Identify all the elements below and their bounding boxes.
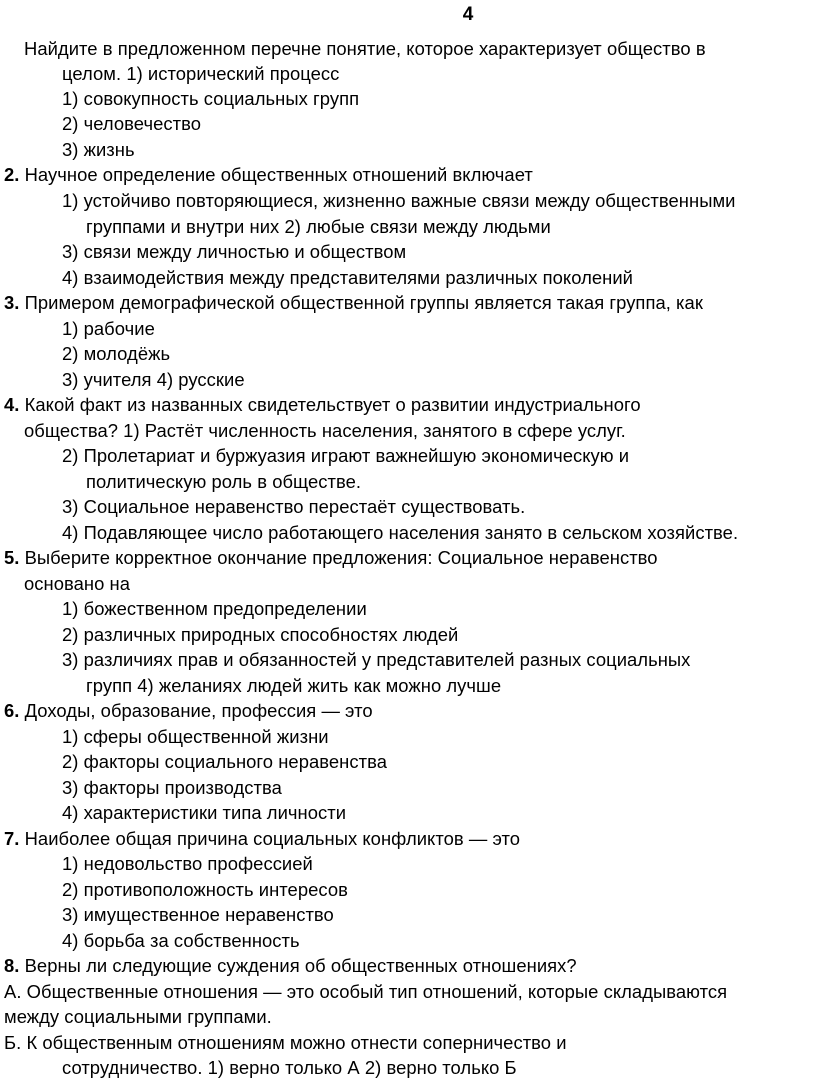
line-text: целом. 1) исторический процесс [62, 63, 340, 84]
line-text: 3) связи между личностью и обществом [62, 241, 407, 262]
line-text: группами и внутри них 2) любые связи между людьми [86, 216, 551, 237]
line-text: Наиболее общая причина социальных конфликтов — это [19, 828, 521, 849]
line-text: Примером демографической общественной группы является такая группа, как [19, 292, 703, 313]
question-line [4, 955, 577, 977]
text-line [24, 38, 706, 60]
text-line [62, 522, 738, 544]
text-line [4, 1032, 567, 1054]
line-text: 1) недовольство профессией [62, 853, 313, 874]
text-line [62, 369, 245, 391]
text-line [62, 1057, 517, 1079]
question-number: 2. [4, 164, 20, 185]
line-text: Верны ли следующие суждения об общественных отношениях? [19, 955, 577, 976]
line-text: 4) борьба за собственность [62, 930, 300, 951]
line-text: Б. К общественным отношениям можно отнести соперничество и [4, 1032, 567, 1053]
line-text: 3) факторы производства [62, 777, 282, 798]
question-line [4, 547, 658, 569]
page-number: 4 [462, 4, 474, 25]
line-text: 3) имущественное неравенство [62, 904, 334, 925]
line-text: 1) сферы общественной жизни [62, 726, 329, 747]
line-text: Какой факт из названных свидетельствует о развитии индустриального [19, 394, 641, 415]
text-line [4, 1006, 272, 1028]
text-line [24, 420, 626, 442]
text-line [86, 675, 501, 697]
text-line [62, 267, 633, 289]
line-text: между социальными группами. [4, 1006, 272, 1027]
question-number: 8. [4, 955, 20, 976]
line-text: 4) Подавляющее число работающего населения занято в сельском хозяйстве. [62, 522, 739, 543]
text-line [62, 63, 339, 85]
line-text: сотрудничество. 1) верно только А 2) верно только Б [62, 1057, 517, 1078]
line-text: А. Общественные отношения — это особый тип отношений, которые складываются [4, 981, 728, 1002]
text-line [62, 802, 346, 824]
line-text: групп 4) желаниях людей жить как можно лучше [86, 675, 502, 696]
question-line [4, 700, 373, 722]
text-line [62, 726, 329, 748]
text-line [62, 930, 300, 952]
text-line [62, 879, 348, 901]
text-line [62, 649, 690, 671]
question-line [4, 292, 703, 314]
line-text: 4) характеристики типа личности [62, 802, 347, 823]
line-text: 1) устойчиво повторяющиеся, жизненно важные связи между общественными [62, 190, 736, 211]
line-text: Найдите в предложенном перечне понятие, которое характеризует общество в [24, 38, 706, 59]
line-text: политическую роль в обществе. [86, 471, 362, 492]
text-line [62, 190, 736, 212]
line-text: Доходы, образование, профессия — это [19, 700, 373, 721]
text-line [62, 751, 387, 773]
line-text: 1) божественном предопределении [62, 598, 367, 619]
line-text: 3) учителя 4) русские [62, 369, 245, 390]
line-text: 4) взаимодействия между представителями различных поколений [62, 267, 633, 288]
line-text: 2) молодёжь [62, 343, 171, 364]
text-line [62, 88, 359, 110]
line-text: 2) человечество [62, 113, 201, 134]
line-text: Научное определение общественных отношений включает [19, 164, 533, 185]
question-number: 4. [4, 394, 20, 415]
text-line [62, 241, 406, 263]
text-line [62, 445, 629, 467]
text-line [62, 598, 367, 620]
question-line [4, 394, 641, 416]
text-line [4, 981, 727, 1003]
text-line [62, 496, 525, 518]
line-text: 2) факторы социального неравенства [62, 751, 387, 772]
text-line [24, 573, 130, 595]
text-line [62, 343, 170, 365]
question-number: 7. [4, 828, 20, 849]
line-text: 3) жизнь [62, 139, 135, 160]
line-text: 3) различиях прав и обязанностей у представителей разных социальных [62, 649, 691, 670]
text-line [86, 216, 551, 238]
text-line [62, 113, 201, 135]
question-line [4, 164, 533, 186]
text-line [62, 624, 458, 646]
question-number: 5. [4, 547, 20, 568]
line-text: 2) противоположность интересов [62, 879, 348, 900]
line-text: Выберите корректное окончание предложения: Социальное неравенство [19, 547, 658, 568]
line-text: общества? 1) Растёт численность населения, занятого в сфере услуг. [24, 420, 626, 441]
line-text: 1) совокупность социальных групп [62, 88, 360, 109]
text-line [62, 853, 313, 875]
line-text: основано на [24, 573, 131, 594]
line-text: 2) Пролетариат и буржуазия играют важнейшую экономическую и [62, 445, 630, 466]
text-line [62, 904, 334, 926]
text-line [62, 139, 135, 161]
question-number: 6. [4, 700, 20, 721]
text-line [62, 777, 282, 799]
question-number: 3. [4, 292, 20, 313]
line-text: 2) различных природных способностях людей [62, 624, 459, 645]
line-text: 3) Социальное неравенство перестаёт существовать. [62, 496, 526, 517]
text-line [86, 471, 361, 493]
text-line [62, 318, 155, 340]
question-line [4, 828, 520, 850]
line-text: 1) рабочие [62, 318, 155, 339]
